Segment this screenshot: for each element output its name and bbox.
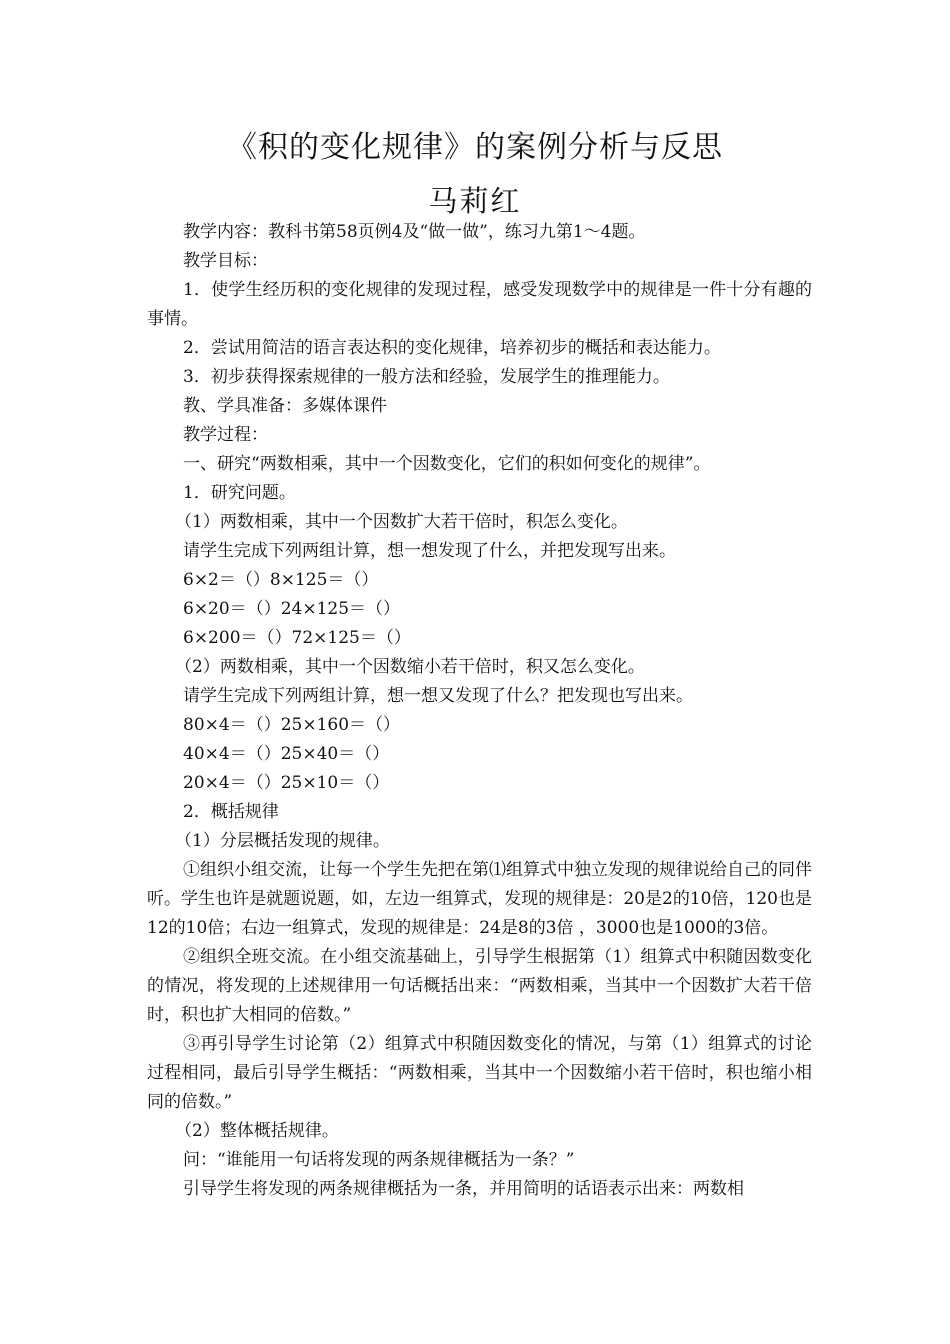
paragraph: 1．使学生经历积的变化规律的发现过程，感受发现数学中的规律是一件十分有趣的事情。: [147, 280, 812, 329]
paragraph: 6×200＝（）72×125＝（）: [183, 628, 411, 648]
paragraph: 20×4＝（）25×10＝（）: [183, 773, 390, 793]
paragraph: 6×20＝（）24×125＝（）: [183, 599, 401, 619]
paragraph: ②组织全班交流。在小组交流基础上，引导学生根据第（1）组算式中积随因数变化的情况，将发现的上述规律用一句话概括出来：“两数相乘，当其中一个因数扩大若干倍时，积也扩大相同的倍数。”: [147, 947, 812, 1025]
paragraph: 2．概括规律: [183, 802, 279, 822]
paragraph: 请学生完成下列两组计算，想一想发现了什么，并把发现写出来。: [183, 541, 676, 561]
document-title: 《积的变化规律》的案例分析与反思: [227, 130, 723, 165]
paragraph: 2．尝试用简洁的语言表达积的变化规律，培养初步的概括和表达能力。: [183, 338, 721, 358]
paragraph: （1）两数相乘，其中一个因数扩大若干倍时，积怎么变化。: [175, 512, 628, 532]
document-body: [147, 218, 812, 1204]
paragraph: 问：“谁能用一句话将发现的两条规律概括为一条？”: [183, 1150, 575, 1170]
paragraph: 请学生完成下列两组计算，想一想又发现了什么？把发现也写出来。: [183, 686, 693, 706]
paragraph: 教学过程：: [183, 425, 268, 445]
paragraph: 1．研究问题。: [183, 483, 296, 503]
paragraph: 6×2＝（）8×125＝（）: [183, 570, 379, 590]
paragraph: 40×4＝（）25×40＝（）: [183, 744, 390, 764]
paragraph: 教学内容：教科书第58页例4及“做一做”，练习九第1～4题。: [183, 222, 646, 242]
paragraph: 一、研究“两数相乘，其中一个因数变化，它们的积如何变化的规律”。: [183, 454, 711, 474]
paragraph: 3．初步获得探索规律的一般方法和经验，发展学生的推理能力。: [183, 367, 670, 387]
paragraph: 教学目标：: [183, 251, 268, 271]
paragraph: 80×4＝（）25×160＝（）: [183, 715, 401, 735]
paragraph: （1）分层概括发现的规律。: [175, 831, 390, 851]
paragraph: ③再引导学生讨论第（2）组算式中积随因数变化的情况，与第（1）组算式的讨论过程相同，最后引导学生概括：“两数相乘，当其中一个因数缩小若干倍时，积也缩小相同的倍数。”: [147, 1034, 812, 1112]
paragraph: ①组织小组交流，让每一个学生先把在第⑴组算式中独立发现的规律说给自己的同伴听。学生也许是就题说题，如，左边一组算式，发现的规律是：20是2的10倍，120也是12的10倍；右边一组算式，发现的规律是：24是8的3倍 ，3000也是1000的3倍。: [147, 860, 812, 938]
paragraph: 引导学生将发现的两条规律概括为一条，并用简明的话语表示出来：两数相: [183, 1179, 744, 1199]
paragraph: （2）整体概括规律。: [175, 1121, 339, 1141]
author-name: 马莉红: [428, 184, 522, 218]
paragraph: （2）两数相乘，其中一个因数缩小若干倍时，积又怎么变化。: [175, 657, 645, 677]
paragraph: 教、学具准备：多媒体课件: [183, 396, 387, 416]
